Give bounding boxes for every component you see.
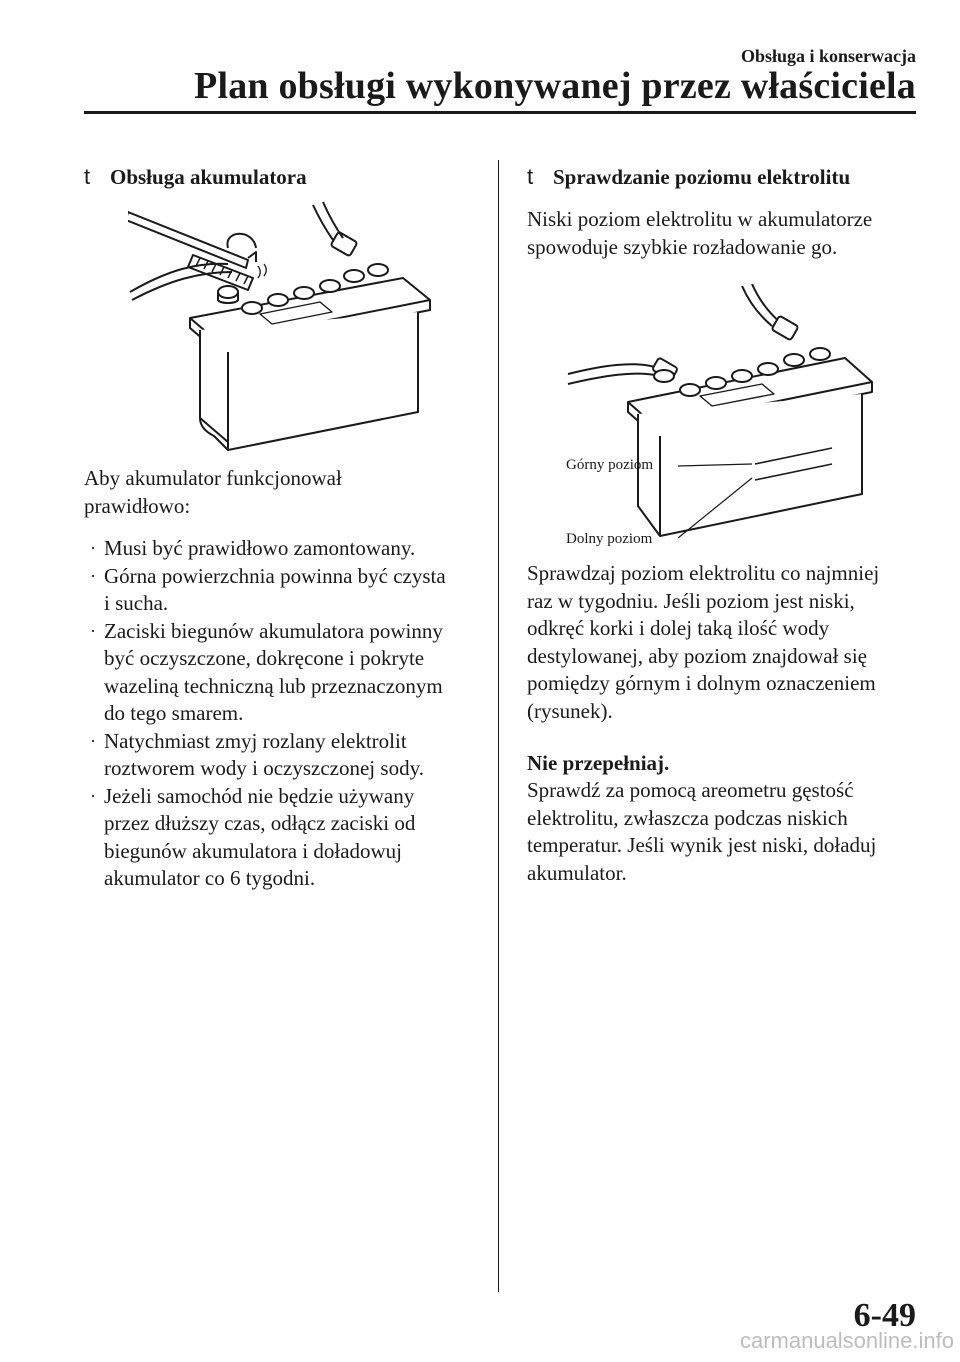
electrolyte-intro (527, 206, 872, 261)
section-marker-icon: t (84, 164, 91, 189)
section-name: Obsługa i konserwacja (740, 46, 916, 66)
battery-cleaning-illustration (128, 200, 438, 455)
list-item-line: być oczyszczone, dokręcone i pokryte (104, 646, 425, 670)
list-item-line: Natychmiast zmyj rozlany elektrolit (104, 728, 407, 753)
list-item-line: i sucha. (104, 591, 169, 615)
battery-care-heading (84, 164, 307, 190)
list-item-line: Jeżeli samochód nie będzie używany (104, 783, 415, 808)
intro-line: prawidłowo: (84, 493, 191, 518)
heading-text: Obsługa akumulatora (110, 165, 307, 189)
list-item (84, 618, 484, 728)
intro-line: Aby akumulator funkcjonował (84, 466, 342, 490)
paragraph-line: odkręć korki i dolej taką ilość wody (527, 616, 830, 640)
paragraph-line: destylowanej, aby poziom znajdował się (527, 643, 867, 668)
list-item-line: Górna powierzchnia powinna być czysta (104, 563, 446, 588)
intro-line: Niski poziom elektrolitu w akumulatorze (527, 207, 873, 231)
battery-intro (84, 465, 342, 520)
overfill-warning: Nie przepełniaj. (527, 751, 670, 775)
paragraph-line: pomiędzy górnym i dolnym oznaczeniem (527, 671, 876, 695)
list-item-line: Musi być prawidłowo zamontowany. (104, 536, 416, 560)
bullet-icon: · (90, 785, 96, 806)
list-item (84, 563, 484, 618)
paragraph-line: raz w tygodniu. Jeśli poziom jest niski, (527, 588, 855, 613)
paragraph-line: (rysunek). (527, 698, 613, 723)
list-item (84, 783, 484, 893)
list-item-line: przez dłuższy czas, odłącz zaciski od (104, 811, 416, 835)
hydrometer-instructions (527, 777, 876, 887)
list-item-line: akumulator co 6 tygodni. (104, 866, 316, 890)
header-rule (84, 111, 916, 114)
list-item-line: roztworem wody i oczyszczonej sody. (104, 756, 424, 780)
paragraph-line: Sprawdzaj poziom elektrolitu co najmniej (527, 561, 880, 585)
list-item (84, 728, 484, 783)
check-instructions (527, 560, 879, 725)
watermark: carmanualsonline.info (739, 1328, 954, 1353)
heading-text: Sprawdzanie poziomu elektrolitu (553, 165, 851, 189)
list-item-line: wazeliną techniczną lub przeznaczonym (104, 673, 443, 698)
bullet-icon: · (90, 730, 96, 751)
page-title: Plan obsługi wykonywanej przez właściciela (194, 65, 916, 107)
paragraph-line: Sprawdź za pomocą areometru gęstość (527, 778, 854, 802)
intro-line: spowoduje szybkie rozładowanie go. (527, 234, 838, 259)
paragraph-line: elektrolitu, zwłaszcza podczas niskich (527, 805, 848, 830)
section-marker-icon: t (527, 164, 534, 189)
list-item-line: Zaciski biegunów akumulatora powinny (104, 618, 443, 643)
bullet-icon: · (90, 538, 96, 558)
column-divider (498, 160, 499, 1292)
bullet-icon: · (90, 620, 96, 641)
list-item-line: do tego smarem. (104, 701, 244, 725)
list-item-line: biegunów akumulatora i doładowuj (104, 838, 403, 863)
list-item (84, 535, 484, 563)
upper-level-label: Górny poziom (566, 457, 654, 473)
paragraph-line: akumulator. (527, 860, 627, 885)
paragraph-line: temperatur. Jeśli wynik jest niski, doładuj (527, 833, 877, 857)
lower-level-label: Dolny poziom (566, 531, 653, 547)
bullet-icon: · (90, 565, 96, 586)
electrolyte-level-illustration (560, 284, 880, 554)
page-number: 6-49 (853, 1297, 916, 1334)
electrolyte-check-heading (527, 164, 850, 190)
battery-requirements-list (84, 535, 484, 893)
